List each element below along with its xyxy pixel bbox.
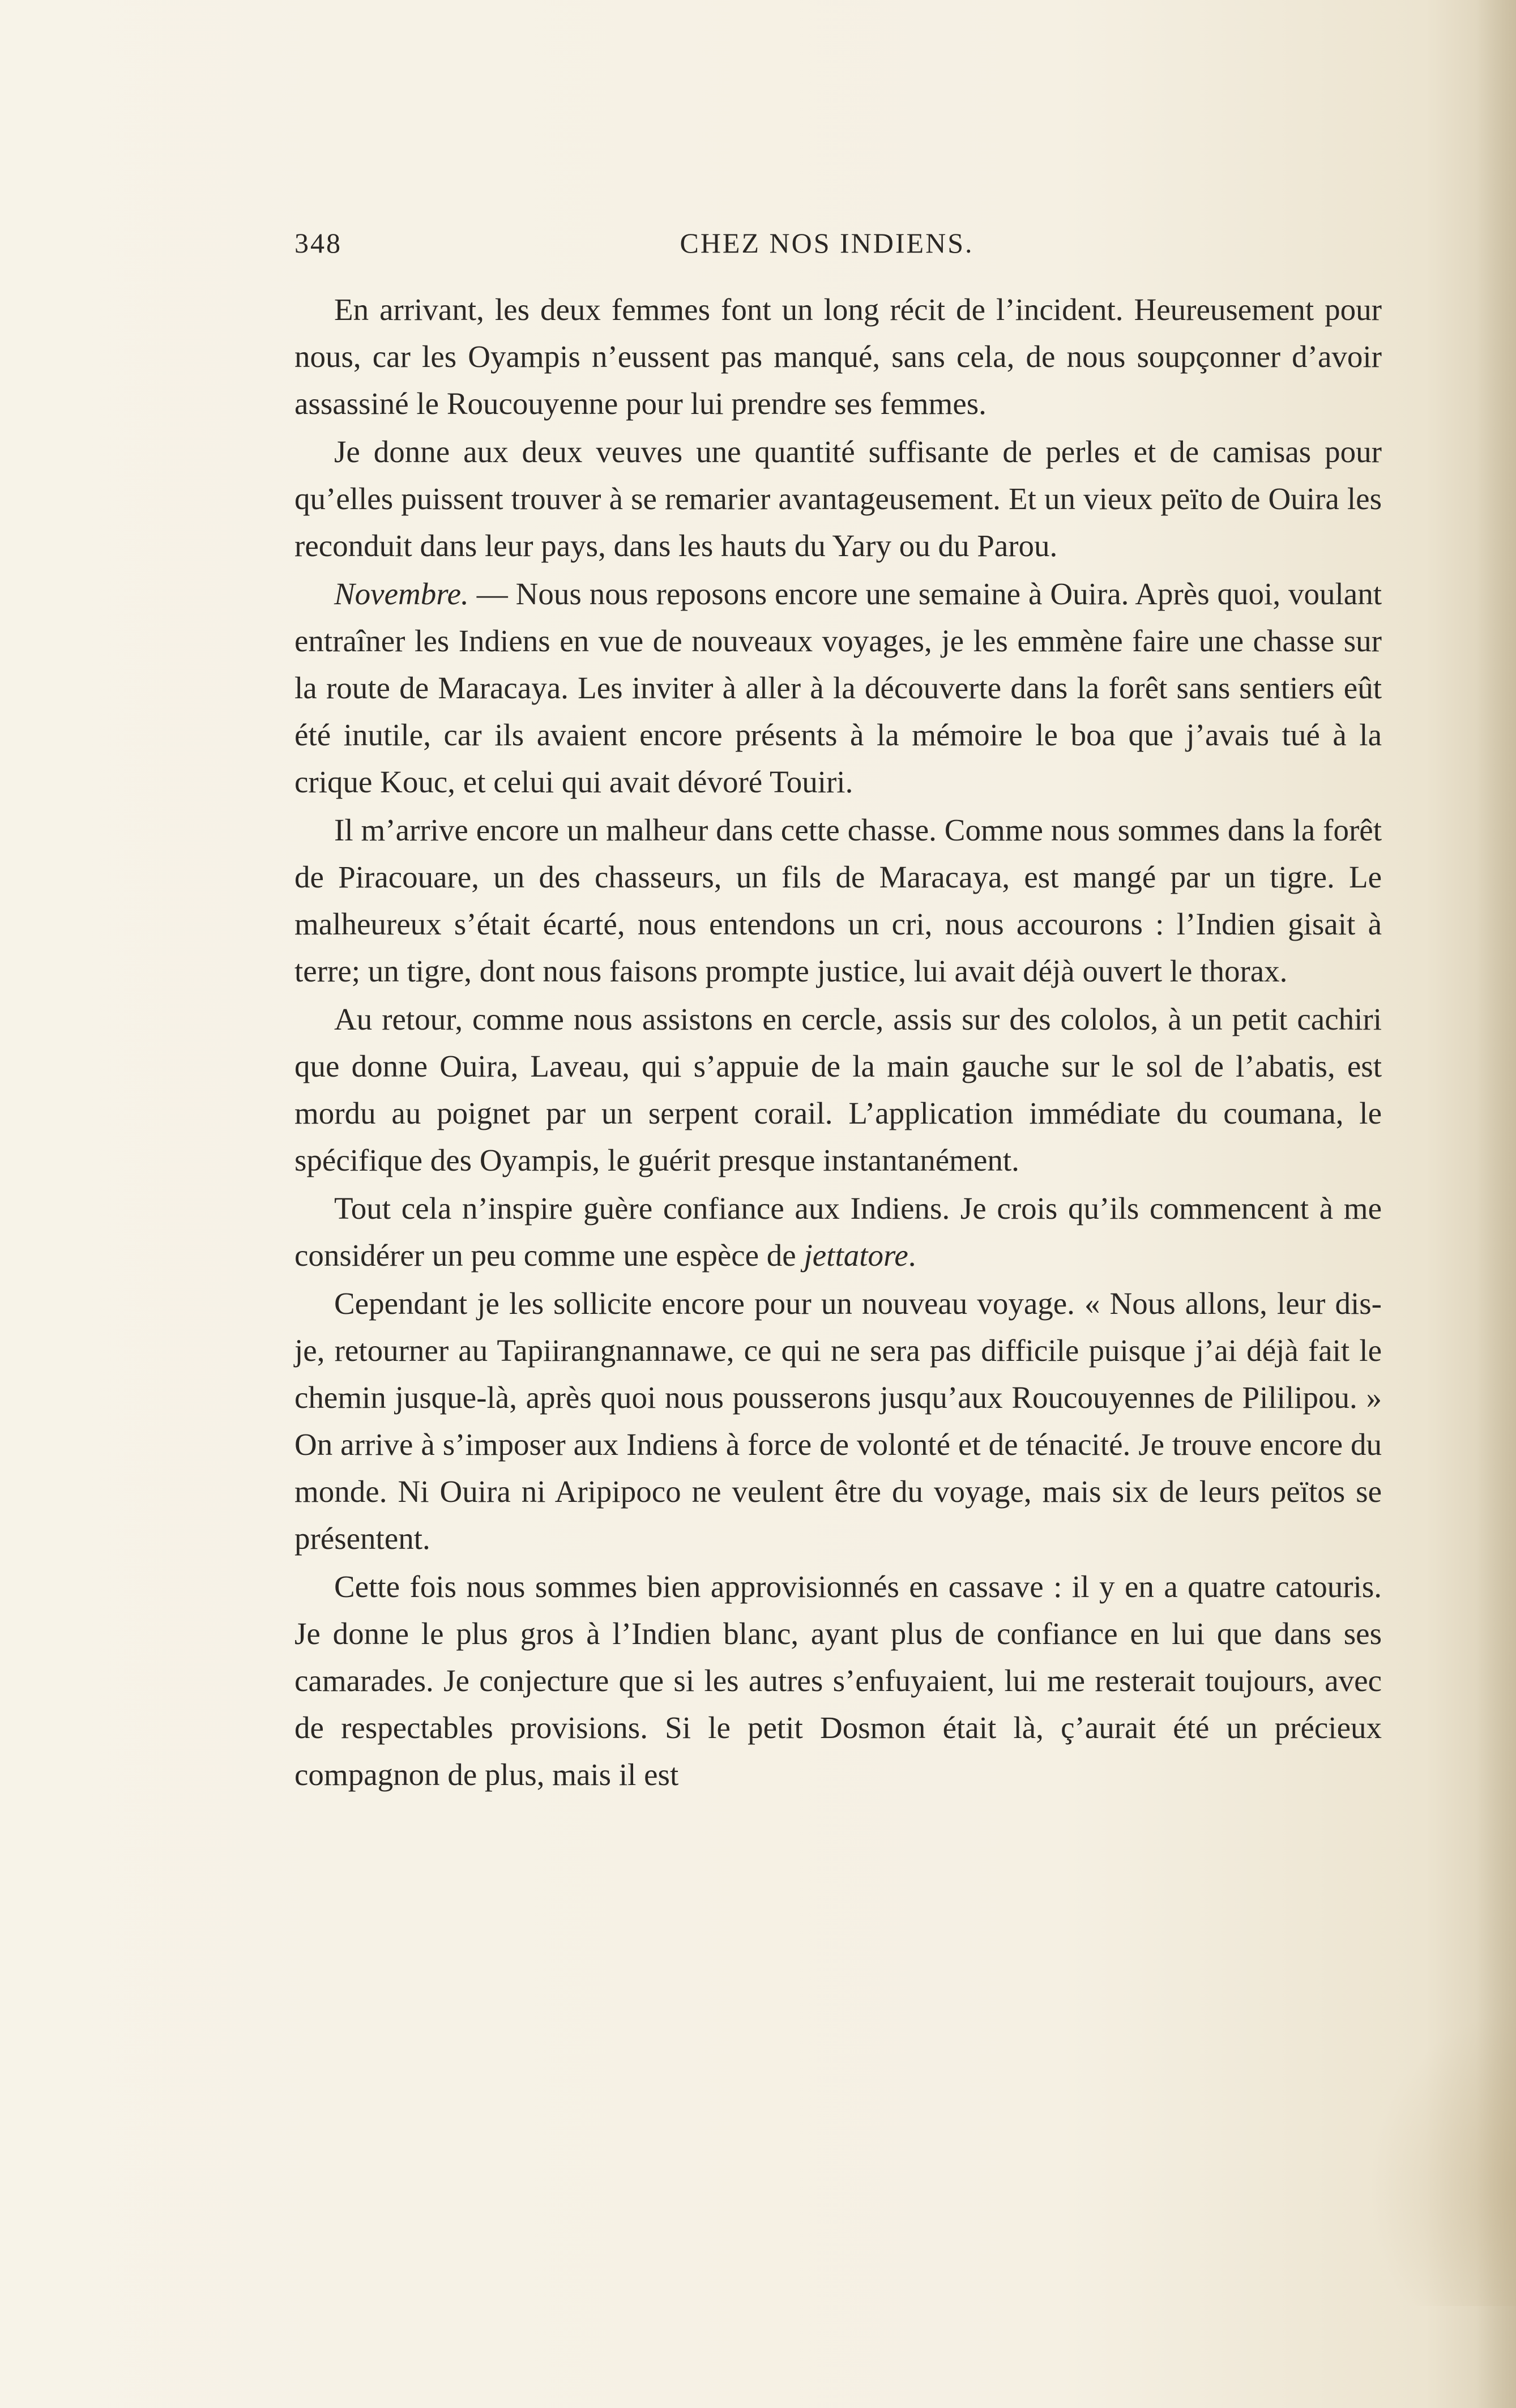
page-header: [294, 227, 1359, 283]
paragraph-7: [294, 1280, 1382, 1562]
paragraph-3-text: — Nous nous reposons encore une semaine à Ouira. Après quoi, voulant entraîner les Indiens en vue de nouveaux voyages, je les emmène faire une chasse sur la route de Maracaya. Les inviter à aller à la découverte dans la forêt sans sentiers eût été inutile, car ils avaient encore présents à la mémoire le boa que j’avais tué à la crique Kouc, et celui qui avait dévoré Touiri.: [294, 577, 1382, 799]
paragraph-3: [294, 570, 1382, 805]
paragraph-1-text: En arrivant, les deux femmes font un long récit de l’incident. Heureusement pour nous, car les Oyampis n’eussent pas manqué, sans cela, de nous soupçonner d’avoir assassiné le Roucouyenne pour lui prendre ses femmes.: [294, 292, 1382, 421]
body-text: [294, 286, 1382, 1798]
page-number: 348: [294, 227, 342, 259]
paragraph-6-italic-word: jettatore: [804, 1238, 908, 1273]
paragraph-2-text: Je donne aux deux veuves une quantité suffisante de perles et de camisas pour qu’elles puissent trouver à se remarier avantageusement. Et un vieux peïto de Ouira les reconduit dans leur pays, dans les hauts du Yary ou du Parou.: [294, 434, 1382, 563]
paragraph-5-text: Au retour, comme nous assistons en cercle, assis sur des cololos, à un petit cachiri que donne Ouira, Laveau, qui s’appuie de la main gauche sur le sol de l’abatis, est mordu au poignet par un serpent corail. L’application immédiate du coumana, le spécifique des Oyampis, le guérit presque instantanément.: [294, 1002, 1382, 1177]
paragraph-1: [294, 286, 1382, 427]
paragraph-7-text: Cependant je les sollicite encore pour un nouveau voyage. « Nous allons, leur dis-je, retourner au Tapiirangnannawe, ce qui ne sera pas difficile puisque j’ai déjà fait le chemin jusque-là, après quoi nous pousserons jusqu’aux Roucouyennes de Pililipou. » On arrive à s’imposer aux Indiens à force de volonté et de ténacité. Je trouve encore du monde. Ni Ouira ni Aripipoco ne veulent être du voyage, mais six de leurs peïtos se présentent.: [294, 1286, 1382, 1556]
paragraph-4: [294, 806, 1382, 994]
paragraph-3-date-lead: Novembre.: [334, 577, 469, 611]
paragraph-2: [294, 428, 1382, 569]
paragraph-6-text: Tout cela n’inspire guère confiance aux Indiens. Je crois qu’ils commencent à me considérer un peu comme une espèce de: [294, 1191, 1382, 1273]
paragraph-8: [294, 1563, 1382, 1798]
paragraph-6-tail: .: [908, 1238, 916, 1273]
paper-stain: [1369, 2012, 1516, 2306]
paragraph-5: [294, 996, 1382, 1184]
running-head: CHEZ NOS INDIENS.: [680, 227, 974, 259]
paragraph-8-text: Cette fois nous sommes bien approvisionnés en cassave : il y en a quatre catouris. Je donne le plus gros à l’Indien blanc, ayant plus de confiance en lui que dans ses camarades. Je conjecture que si les autres s’enfuyaient, lui me resterait toujours, avec de respectables provisions. Si le petit Dosmon était là, ç’aurait été un précieux compagnon de plus, mais il est: [294, 1569, 1382, 1792]
paragraph-4-text: Il m’arrive encore un malheur dans cette chasse. Comme nous sommes dans la forêt de Piracouare, un des chasseurs, un fils de Maracaya, est mangé par un tigre. Le malheureux s’était écarté, nous entendons un cri, nous accourons : l’Indien gisait à terre; un tigre, dont nous faisons prompte justice, lui avait déjà ouvert le thorax.: [294, 813, 1382, 988]
paragraph-6: [294, 1185, 1382, 1279]
